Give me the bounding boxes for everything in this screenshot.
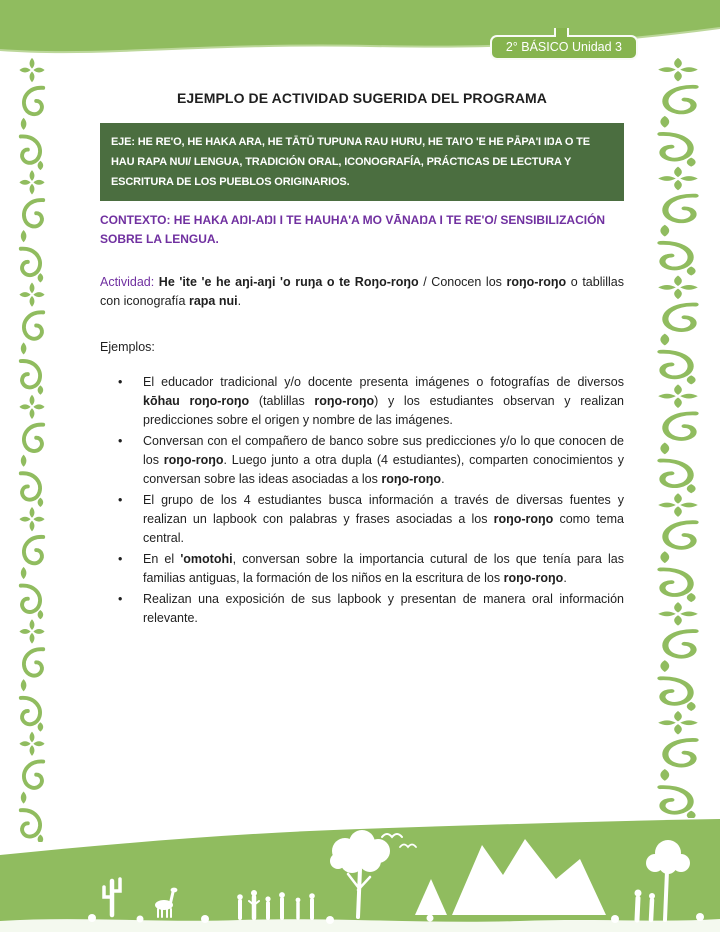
list-item [100, 550, 624, 588]
bullet-icon: • [118, 552, 123, 566]
unit-badge-label: 2° BÁSICO Unidad 3 [505, 40, 622, 54]
actividad-text: Actividad: He 'ite 'e he aŋi-aŋi 'o ruŋa o te Roŋo-roŋo / Conocen los roŋo-roŋo o tablillas con iconografía rapa nui. [100, 275, 625, 308]
bullet-icon: • [118, 434, 123, 448]
unit-badge [490, 35, 638, 60]
bullet-text: El educador tradicional y/o docente presenta imágenes o fotografías de diversos kōhau roŋo-roŋo (tablillas roŋo-roŋo) y los estudiantes observan y realizan predicciones sobre el origen y nombre de las imágenes. [143, 375, 624, 427]
ejemplos-label: Ejemplos: [100, 340, 155, 354]
bullet-text: El grupo de los 4 estudiantes busca información a través de diversas fuentes y realizan un lapbook con palabras y frases asociadas a los roŋo-roŋo como tema central. [143, 493, 624, 545]
bullet-text: Realizan una exposición de sus lapbook y presentan de manera oral información relevante. [143, 592, 624, 625]
bullet-icon: • [118, 592, 123, 606]
bullet-text: En el 'omotohi, conversan sobre la importancia cutural de los que tenía para las familias antiguas, la formación de los niños en la escritura de los roŋo-roŋo. [143, 552, 624, 585]
list-item [100, 373, 624, 430]
bullet-icon: • [118, 493, 123, 507]
contexto-text: CONTEXTO: HE HAKA AŊI-AŊI I TE HAUHA'A MO VĀNAŊA I TE RE'O/ SENSIBILIZACIÓN SOBRE LA LENGUA. [100, 213, 606, 246]
list-item [100, 432, 624, 489]
list-item [100, 590, 624, 628]
landscape-silhouette-icon [0, 817, 720, 932]
list-item [100, 491, 624, 548]
badge-stem [554, 28, 569, 37]
eje-box: EJE: HE RE'O, HE HAKA ARA, HE TĀTŪ TUPUNA RAU HURU, HE TAI'O 'E HE PĀPA'I IŊA O TE HAU RAPA NUI/ LENGUA, TRADICIÓN ORAL, ICONOGRAFÍA, PRÁCTICAS DE LECTURA Y ESCRITURA DE LOS PUEBLOS ORIGINARIOS. [100, 123, 624, 201]
page-title: EJEMPLO DE ACTIVIDAD SUGERIDA DEL PROGRAMA [176, 90, 548, 106]
document-content [100, 90, 624, 630]
bullet-icon: • [118, 375, 123, 389]
ejemplos-list [100, 373, 624, 628]
koru-border-left-icon [18, 56, 46, 842]
koru-border-right-icon [656, 56, 700, 818]
bullet-text: Conversan con el compañero de banco sobre sus predicciones y/o lo que conocen de los roŋo-roŋo. Luego junto a otra dupla (4 estudiantes), comparten conocimientos y conversan sobre las ideas asociadas a los roŋo-roŋo. [143, 434, 624, 486]
